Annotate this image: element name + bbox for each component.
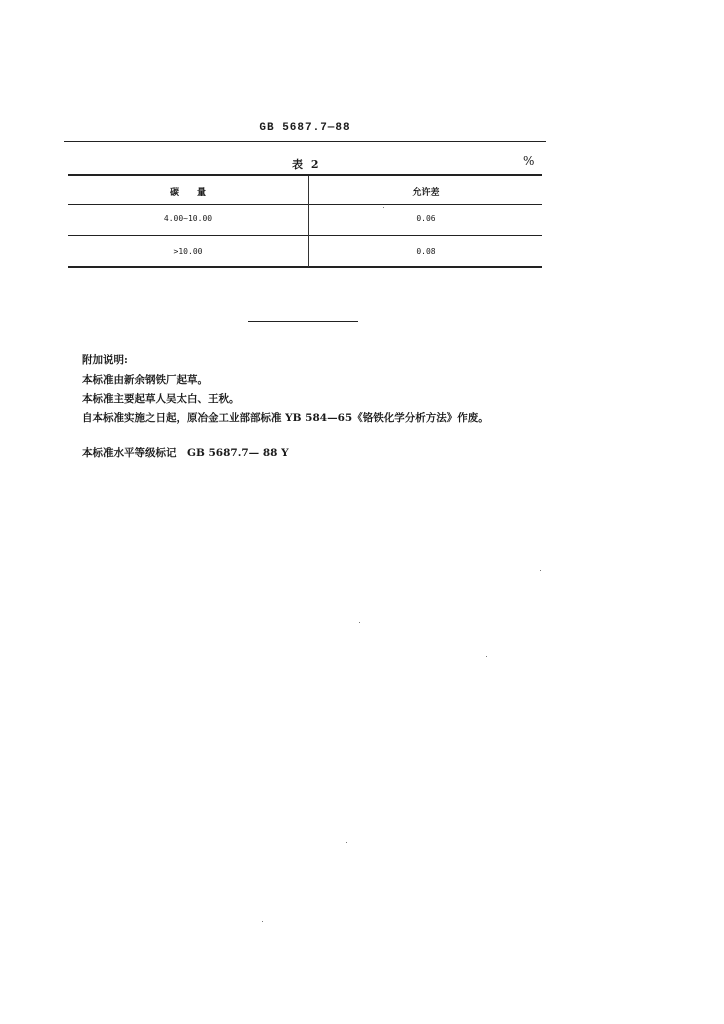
scan-speck — [346, 842, 347, 843]
scan-speck — [540, 570, 541, 571]
scan-speck — [486, 656, 487, 657]
end-rule — [248, 321, 358, 322]
table-column-divider — [308, 176, 309, 267]
header-rule — [64, 141, 546, 142]
table-row-rule — [68, 235, 542, 236]
notes-level-mark: 本标准水平等级标记 GB 5687.7— 88 Y — [82, 447, 289, 459]
table-row-2-tolerance: 0.08 — [416, 247, 436, 256]
table-bottom-rule — [68, 266, 542, 268]
notes-line-drafters: 本标准主要起草人吴太白、王秋。 — [82, 393, 240, 405]
scan-speck — [262, 921, 263, 922]
table-row-1-range: 4.00~10.00 — [163, 214, 213, 223]
table-unit: % — [523, 154, 535, 168]
page-header-standard-code: GB 5687.7—88 — [259, 122, 351, 134]
notes-line-supersedes: 自本标准实施之日起，原冶金工业部部标准 YB 584—65《铬铁化学分析方法》作废。 — [82, 412, 489, 424]
notes-line-drafting-unit: 本标准由新余钢铁厂起草。 — [82, 374, 208, 386]
scan-speck — [359, 622, 360, 623]
scan-speck — [383, 207, 384, 208]
table-row-1-tolerance: 0.06 — [416, 214, 436, 223]
table-top-rule — [68, 174, 542, 176]
table-header-carbon: 碳 量 — [169, 188, 206, 198]
table-caption: 表 2 — [292, 158, 321, 171]
notes-title: 附加说明: — [82, 354, 128, 366]
table-header-rule — [68, 204, 542, 205]
table-header-tolerance: 允许差 — [412, 188, 440, 198]
table-row-2-range: >10.00 — [173, 247, 203, 256]
